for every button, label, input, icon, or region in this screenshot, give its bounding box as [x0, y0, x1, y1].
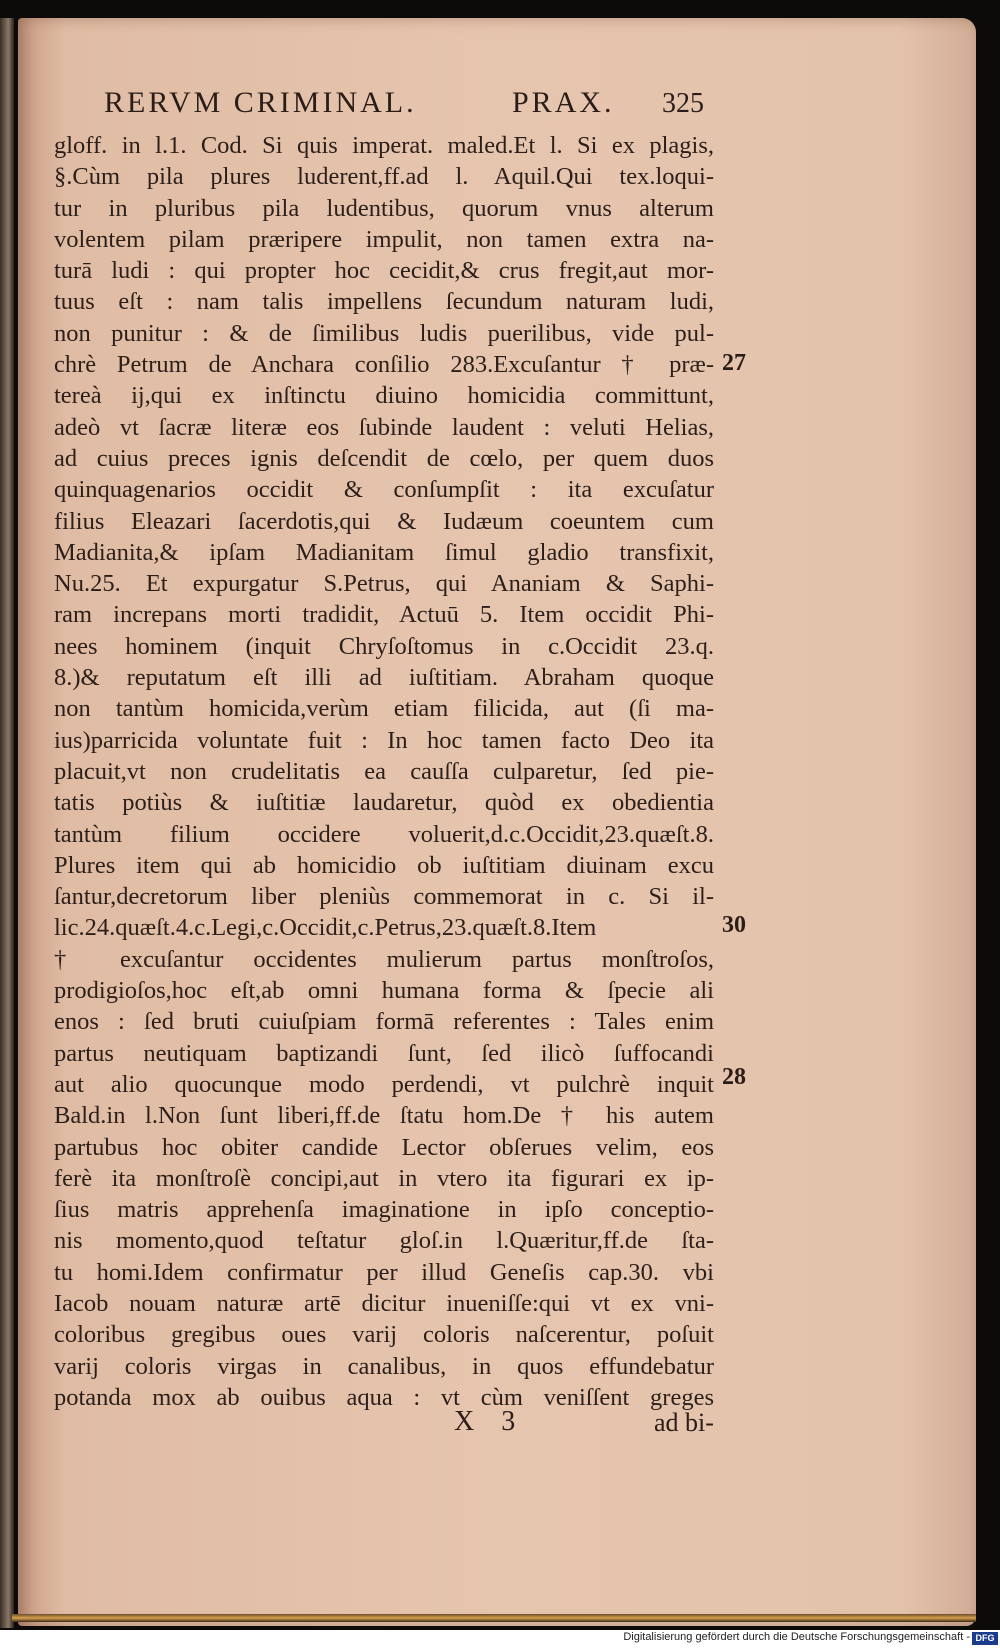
text-line: §.Cùm pila plures luderent,ff.ad l. Aquil.Qui tex.loqui-: [54, 163, 714, 191]
margin-number: 30: [722, 912, 746, 938]
text-line: enos : ſed bruti cuiuſpiam formā referentes : Tales enim: [54, 1008, 714, 1036]
catchword: ad bi-: [654, 1408, 714, 1437]
text-line: coloribus gregibus oues varij coloris naſcerentur, poſuit: [54, 1321, 714, 1349]
running-title-left: RERVM CRIMINAL.: [104, 86, 417, 119]
text-line: Iacob nouam naturæ artē dicitur inueniſſe:qui vt ex vni-: [54, 1289, 714, 1317]
text-line: tu homi.Idem confirmatur per illud Geneſis cap.30. vbi: [54, 1258, 714, 1286]
page-bottom-edge: [12, 1614, 976, 1622]
signature-mark: X 3: [454, 1406, 526, 1437]
text-line: non punitur : & de ſimilibus ludis puerilibus, vide pul-: [54, 319, 714, 347]
text-line: non tantùm homicida,verùm etiam filicida, aut (ſi ma-: [54, 695, 714, 723]
book-binding: [0, 18, 14, 1628]
text-line: Madianita,& ipſam Madianitam ſimul gladio transfixit,: [54, 538, 714, 566]
text-line: ferè ita monſtroſè concipi,aut in vtero ita figurari ex ip-: [54, 1164, 714, 1192]
body-text: [54, 130, 714, 1413]
text-line: Plures item qui ab homicidio ob iuſtitiam diuinam excu: [54, 851, 714, 879]
text-line: ram increpans morti tradidit, Actuū 5. Item occidit Phi-: [54, 601, 714, 629]
text-line: nees hominem (inquit Chryſoſtomus in c.Occidit 23.q.: [54, 632, 714, 660]
text-line: tereà ij,qui ex inſtinctu diuino homicidia committunt,: [54, 382, 714, 410]
text-line: ſantur,decretorum liber pleniùs commemorat in c. Si il-: [54, 883, 714, 911]
text-line: ius)parricida voluntate fuit : In hoc tamen facto Deo ita: [54, 726, 714, 754]
text-line: prodigioſos,hoc eſt,ab omni humana forma & ſpecie ali: [54, 977, 714, 1005]
text-line: partus neutiquam baptizandi ſunt, ſed ilicò ſuffocandi: [54, 1039, 714, 1067]
page-number: 325: [662, 88, 704, 119]
text-line: ad cuius preces ignis deſcendit de cœlo, per quem duos: [54, 444, 714, 472]
text-line: tuus eſt : nam talis impellens ſecundum naturam ludi,: [54, 288, 714, 316]
running-title-right: PRAX.: [512, 86, 615, 119]
text-line: turā ludi : qui propter hoc cecidit,& crus fregit,aut mor-: [54, 257, 714, 285]
text-line: tantùm filium occidere voluerit,d.c.Occidit,23.quæſt.8.: [54, 820, 714, 848]
text-line: gloff. in l.1. Cod. Si quis imperat. maled.Et l. Si ex plagis,: [54, 132, 714, 159]
text-line: quinquagenarios occidit & conſumpſit : ita excuſatur: [54, 476, 714, 504]
text-line: † excuſantur occidentes mulierum partus monſtroſos,: [54, 945, 714, 973]
text-line: partubus hoc obiter candide Lector obſerues velim, eos: [54, 1133, 714, 1161]
text-line: potanda mox ab ouibus aqua : vt cùm veniſſent greges: [54, 1383, 714, 1411]
text-line: Nu.25. Et expurgatur S.Petrus, qui Ananiam & Saphi-: [54, 570, 714, 598]
text-line: adeò vt ſacræ literæ eos ſubinde laudent : veluti Helias,: [54, 413, 714, 441]
text-line: varij coloris virgas in canalibus, in quos effundebatur: [54, 1352, 714, 1380]
text-line: Bald.in l.Non ſunt liberi,ff.de ſtatu hom.De † his autem: [54, 1102, 714, 1130]
text-line: 8.)& reputatum eſt illi ad iuſtitiam. Abraham quoque: [54, 664, 714, 692]
margin-number: 28: [722, 1064, 746, 1090]
text-line: filius Eleazari ſacerdotis,qui & Iudæum coeuntem cum: [54, 507, 714, 535]
text-line: tatis potiùs & iuſtitiæ laudaretur, quòd ex obedientia: [54, 789, 714, 817]
text-line: aut alio quocunque modo perdendi, vt pulchrè inquit: [54, 1070, 714, 1098]
text-line: placuit,vt non crudelitatis ea cauſſa culparetur, ſed pie-: [54, 757, 714, 785]
dfg-logo: DFG: [972, 1632, 998, 1645]
text-line: volentem pilam præripere impulit, non tamen extra na-: [54, 225, 714, 253]
margin-number: 27: [722, 350, 746, 376]
text-line: tur in pluribus pila ludentibus, quorum vnus alterum: [54, 194, 714, 222]
text-line: nis momento,quod teſtatur gloſ.in l.Quæritur,ff.de ſta-: [54, 1227, 714, 1255]
text-line: lic.24.quæſt.4.c.Legi,c.Occidit,c.Petrus,23.quæſt.8.Item: [54, 914, 597, 942]
text-line: chrè Petrum de Anchara conſilio 283.Excuſantur † præ-: [54, 351, 714, 379]
text-line: ſius matris apprehenſa imaginatione in ipſo conceptio-: [54, 1196, 714, 1224]
credit-text: Digitalisierung gefördert durch die Deutsche Forschungsgemeinschaft -: [623, 1631, 970, 1643]
